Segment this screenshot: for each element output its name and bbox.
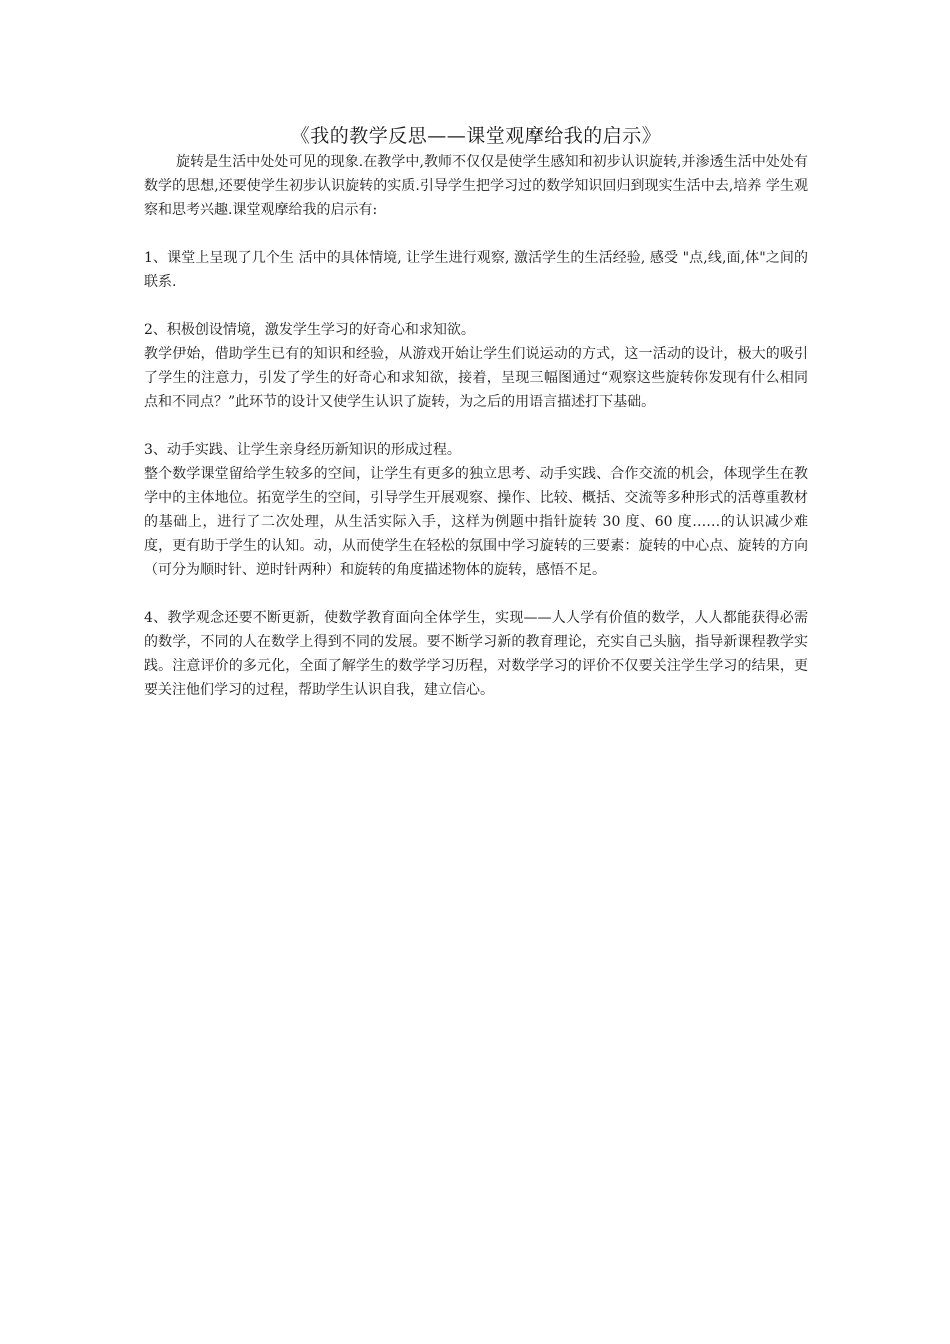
spacer — [144, 414, 808, 438]
section-1-heading: 1、课堂上呈现了几个生 活中的具体情境, 让学生进行观察, 激活学生的生活经验, 感受 "点,线,面,体"之间的联系. — [144, 250, 808, 290]
document-title: 《我的教学反思——课堂观摩给我的启示》 — [290, 125, 662, 147]
intro-paragraph: 旋转是生活中处处可见的现象.在教学中,教师不仅仅是使学生感知和初步认识旋转,并渗透生活中处处有数学的思想,还要使学生初步认识旋转的实质.引导学生把学习过的数学知识回归到现实生活中去,培养 学生观察和思考兴趣.课堂观摩给我的启示有: — [144, 154, 808, 218]
spacer — [144, 582, 808, 606]
section-4-heading: 4、教学观念还要不断更新，使数学教育面向全体学生，实现——人人学有价值的数学，人人都能获得必需的数学，不同的人在数学上得到不同的发展。要不断学习新的教育理论，充实自己头脑，指导新课程教学实践。注意评价的多元化，全面了解学生的数学学习历程，对数学学习的评价不仅要关注学生学习的结果，更要关注他们学习的过程，帮助学生认识自我，建立信心。 — [144, 610, 808, 698]
spacer — [144, 294, 808, 318]
section-3-body: 整个数学课堂留给学生较多的空间，让学生有更多的独立思考、动手实践、合作交流的机会，体现学生在教学中的主体地位。拓宽学生的空间，引导学生开展观察、操作、比较、概括、交流等多种形式的活尊重教材的基础上，进行了二次处理，从生活实际入手，这样为例题中指针旋转 30 度、60 度……的认识减少难度，更有助于学生的认知。动，从而使学生在轻松的氛围中学习旋转的三要素：旋转的中心点、旋转的方向（可分为顺时针、逆时针两种）和旋转的角度描述物体的旋转，感悟不足。 — [144, 466, 808, 578]
section-3-heading: 3、动手实践、让学生亲身经历新知识的形成过程。 — [144, 442, 461, 458]
spacer — [144, 222, 808, 246]
section-2-heading: 2、积极创设情境，激发学生学习的好奇心和求知欲。 — [144, 322, 475, 338]
document-page — [144, 122, 808, 702]
section-2-body: 教学伊始，借助学生已有的知识和经验，从游戏开始让学生们说运动的方式，这一活动的设计，极大的吸引了学生的注意力，引发了学生的好奇心和求知欲，接着，呈现三幅图通过“观察这些旋转你发现有什么相同点和不同点？”此环节的设计又使学生认识了旋转，为之后的用语言描述打下基础。 — [144, 346, 808, 410]
